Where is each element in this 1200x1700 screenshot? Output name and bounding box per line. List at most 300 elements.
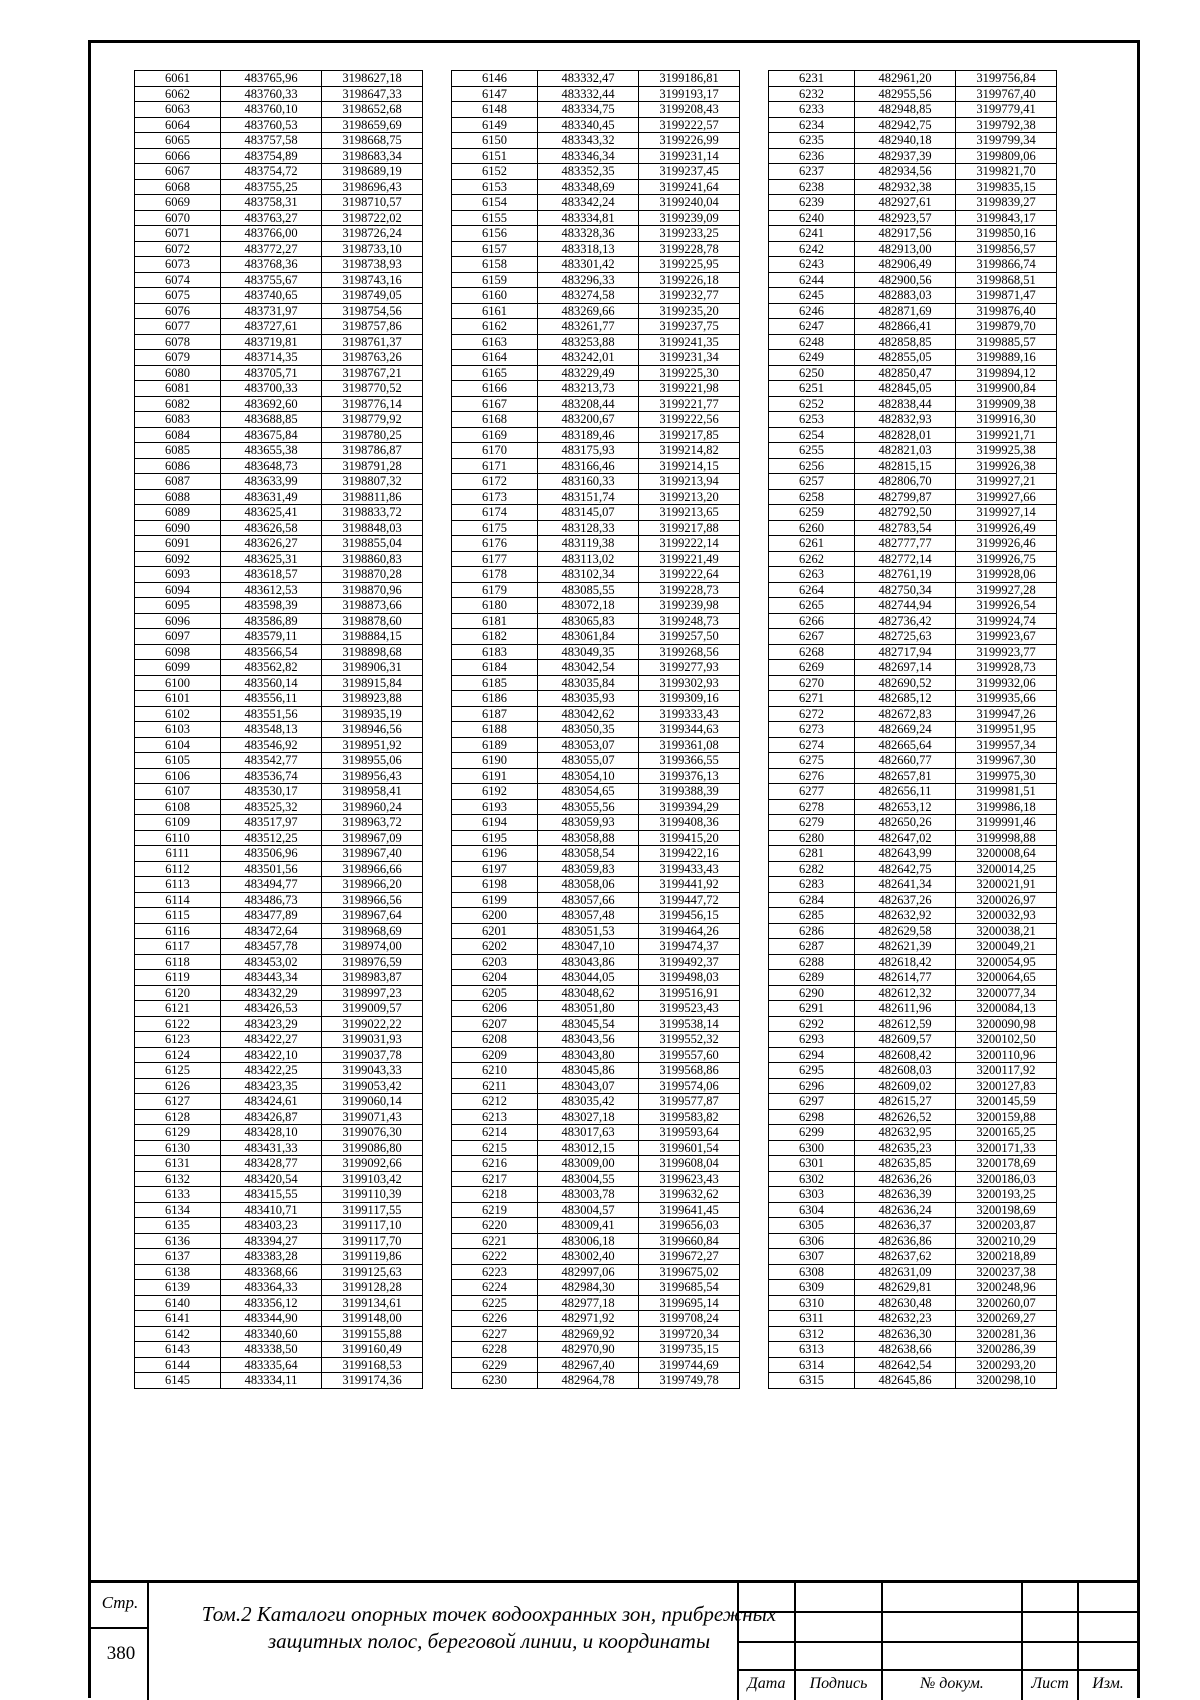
- y-coordinate: 3199103,42: [322, 1171, 423, 1187]
- y-coordinate: 3199516,91: [639, 985, 740, 1001]
- table-row: [769, 706, 1057, 722]
- table-row: [135, 133, 423, 149]
- point-number: 6180: [452, 598, 538, 614]
- x-coordinate: 483428,77: [221, 1156, 322, 1172]
- x-coordinate: 483042,62: [538, 706, 639, 722]
- y-coordinate: 3198652,68: [322, 102, 423, 118]
- y-coordinate: 3199926,46: [956, 536, 1057, 552]
- table-row: [769, 1264, 1057, 1280]
- table-row: [769, 71, 1057, 87]
- x-coordinate: 482636,30: [855, 1326, 956, 1342]
- point-number: 6262: [769, 551, 855, 567]
- table-row: [452, 334, 740, 350]
- y-coordinate: 3198627,18: [322, 71, 423, 87]
- y-coordinate: 3199720,34: [639, 1326, 740, 1342]
- y-coordinate: 3200008,64: [956, 846, 1057, 862]
- x-coordinate: 483050,35: [538, 722, 639, 738]
- x-coordinate: 483692,60: [221, 396, 322, 412]
- y-coordinate: 3198770,52: [322, 381, 423, 397]
- y-coordinate: 3199672,27: [639, 1249, 740, 1265]
- y-coordinate: 3198811,86: [322, 489, 423, 505]
- table-row: [769, 877, 1057, 893]
- point-number: 6163: [452, 334, 538, 350]
- table-row: [769, 1280, 1057, 1296]
- y-coordinate: 3200218,89: [956, 1249, 1057, 1265]
- y-coordinate: 3199361,08: [639, 737, 740, 753]
- table-row: [135, 257, 423, 273]
- x-coordinate: 482961,20: [855, 71, 956, 87]
- x-coordinate: 483768,36: [221, 257, 322, 273]
- y-coordinate: 3200117,92: [956, 1063, 1057, 1079]
- table-row: [769, 582, 1057, 598]
- point-number: 6241: [769, 226, 855, 242]
- y-coordinate: 3199981,51: [956, 784, 1057, 800]
- table-row: [452, 489, 740, 505]
- table-row: [135, 1032, 423, 1048]
- x-coordinate: 482612,32: [855, 985, 956, 1001]
- table-row: [452, 241, 740, 257]
- table-row: [769, 737, 1057, 753]
- y-coordinate: 3199119,86: [322, 1249, 423, 1265]
- point-number: 6249: [769, 350, 855, 366]
- x-coordinate: 483340,60: [221, 1326, 322, 1342]
- x-coordinate: 483562,82: [221, 660, 322, 676]
- x-coordinate: 483740,65: [221, 288, 322, 304]
- point-number: 6169: [452, 427, 538, 443]
- x-coordinate: 483364,33: [221, 1280, 322, 1296]
- point-number: 6196: [452, 846, 538, 862]
- y-coordinate: 3199695,14: [639, 1295, 740, 1311]
- x-coordinate: 483058,88: [538, 830, 639, 846]
- table-row: [452, 582, 740, 598]
- table-row: [769, 458, 1057, 474]
- point-number: 6244: [769, 272, 855, 288]
- y-coordinate: 3198860,83: [322, 551, 423, 567]
- x-coordinate: 482608,42: [855, 1047, 956, 1063]
- table-row: [452, 133, 740, 149]
- table-row: [452, 567, 740, 583]
- table-row: [135, 722, 423, 738]
- x-coordinate: 483705,71: [221, 365, 322, 381]
- point-number: 6304: [769, 1202, 855, 1218]
- point-number: 6127: [135, 1094, 221, 1110]
- point-number: 6114: [135, 892, 221, 908]
- y-coordinate: 3198668,75: [322, 133, 423, 149]
- point-number: 6158: [452, 257, 538, 273]
- y-coordinate: 3199125,63: [322, 1264, 423, 1280]
- table-row: [769, 1156, 1057, 1172]
- y-coordinate: 3200210,29: [956, 1233, 1057, 1249]
- x-coordinate: 483763,27: [221, 210, 322, 226]
- x-coordinate: 483765,96: [221, 71, 322, 87]
- y-coordinate: 3199856,57: [956, 241, 1057, 257]
- table-row: [452, 1326, 740, 1342]
- x-coordinate: 482736,42: [855, 613, 956, 629]
- table-row: [452, 350, 740, 366]
- point-number: 6261: [769, 536, 855, 552]
- x-coordinate: 483296,33: [538, 272, 639, 288]
- y-coordinate: 3199889,16: [956, 350, 1057, 366]
- x-coordinate: 482636,26: [855, 1171, 956, 1187]
- point-number: 6279: [769, 815, 855, 831]
- point-number: 6247: [769, 319, 855, 335]
- y-coordinate: 3200171,33: [956, 1140, 1057, 1156]
- x-coordinate: 483512,25: [221, 830, 322, 846]
- table-row: [452, 691, 740, 707]
- table-row: [769, 1063, 1057, 1079]
- y-coordinate: 3199231,34: [639, 350, 740, 366]
- x-coordinate: 482792,50: [855, 505, 956, 521]
- y-coordinate: 3199060,14: [322, 1094, 423, 1110]
- x-coordinate: 482828,01: [855, 427, 956, 443]
- table-row: [452, 1280, 740, 1296]
- x-coordinate: 482643,99: [855, 846, 956, 862]
- point-number: 6088: [135, 489, 221, 505]
- table-row: [452, 474, 740, 490]
- x-coordinate: 483003,78: [538, 1187, 639, 1203]
- y-coordinate: 3198696,43: [322, 179, 423, 195]
- table-row: [135, 1357, 423, 1373]
- point-number: 6206: [452, 1001, 538, 1017]
- x-coordinate: 483426,87: [221, 1109, 322, 1125]
- x-coordinate: 483213,73: [538, 381, 639, 397]
- point-number: 6131: [135, 1156, 221, 1172]
- x-coordinate: 483027,18: [538, 1109, 639, 1125]
- y-coordinate: 3199894,12: [956, 365, 1057, 381]
- point-number: 6106: [135, 768, 221, 784]
- y-coordinate: 3199309,16: [639, 691, 740, 707]
- point-number: 6150: [452, 133, 538, 149]
- y-coordinate: 3199675,02: [639, 1264, 740, 1280]
- point-number: 6107: [135, 784, 221, 800]
- x-coordinate: 482665,64: [855, 737, 956, 753]
- x-coordinate: 482900,56: [855, 272, 956, 288]
- y-coordinate: 3199779,41: [956, 102, 1057, 118]
- x-coordinate: 482653,12: [855, 799, 956, 815]
- x-coordinate: 482641,34: [855, 877, 956, 893]
- x-coordinate: 483009,41: [538, 1218, 639, 1234]
- point-number: 6102: [135, 706, 221, 722]
- point-number: 6237: [769, 164, 855, 180]
- point-number: 6238: [769, 179, 855, 195]
- table-row: [769, 598, 1057, 614]
- x-coordinate: 482685,12: [855, 691, 956, 707]
- y-coordinate: 3198738,93: [322, 257, 423, 273]
- table-row: [135, 691, 423, 707]
- table-row: [135, 706, 423, 722]
- table-row: [769, 861, 1057, 877]
- y-coordinate: 3199991,46: [956, 815, 1057, 831]
- x-coordinate: 483719,81: [221, 334, 322, 350]
- y-coordinate: 3198733,10: [322, 241, 423, 257]
- table-row: [452, 458, 740, 474]
- point-number: 6153: [452, 179, 538, 195]
- table-row: [769, 412, 1057, 428]
- table-row: [452, 257, 740, 273]
- x-coordinate: 482608,03: [855, 1063, 956, 1079]
- x-coordinate: 483551,56: [221, 706, 322, 722]
- point-number: 6157: [452, 241, 538, 257]
- x-coordinate: 483151,74: [538, 489, 639, 505]
- point-number: 6222: [452, 1249, 538, 1265]
- point-number: 6260: [769, 520, 855, 536]
- document-title-line-2: защитных полос, береговой линии, и координаты: [267, 1629, 711, 1653]
- y-coordinate: 3199237,75: [639, 319, 740, 335]
- y-coordinate: 3199376,13: [639, 768, 740, 784]
- x-coordinate: 483045,54: [538, 1016, 639, 1032]
- table-row: [452, 1078, 740, 1094]
- point-number: 6263: [769, 567, 855, 583]
- y-coordinate: 3198968,69: [322, 923, 423, 939]
- point-number: 6111: [135, 846, 221, 862]
- x-coordinate: 482923,57: [855, 210, 956, 226]
- x-coordinate: 483536,74: [221, 768, 322, 784]
- y-coordinate: 3199474,37: [639, 939, 740, 955]
- x-coordinate: 483494,77: [221, 877, 322, 893]
- y-coordinate: 3199601,54: [639, 1140, 740, 1156]
- x-coordinate: 483334,75: [538, 102, 639, 118]
- x-coordinate: 482609,57: [855, 1032, 956, 1048]
- x-coordinate: 483579,11: [221, 629, 322, 645]
- table-row: [135, 288, 423, 304]
- table-row: [452, 1032, 740, 1048]
- x-coordinate: 483055,07: [538, 753, 639, 769]
- table-row: [769, 133, 1057, 149]
- y-coordinate: 3199240,04: [639, 195, 740, 211]
- x-coordinate: 483175,93: [538, 443, 639, 459]
- y-coordinate: 3198807,32: [322, 474, 423, 490]
- x-coordinate: 482913,00: [855, 241, 956, 257]
- x-coordinate: 482906,49: [855, 257, 956, 273]
- table-row: [135, 474, 423, 490]
- x-coordinate: 483422,10: [221, 1047, 322, 1063]
- point-number: 6202: [452, 939, 538, 955]
- point-number: 6245: [769, 288, 855, 304]
- y-coordinate: 3199037,78: [322, 1047, 423, 1063]
- y-coordinate: 3199926,49: [956, 520, 1057, 536]
- x-coordinate: 483714,35: [221, 350, 322, 366]
- point-number: 6275: [769, 753, 855, 769]
- header-doc-number: № докум.: [920, 1675, 984, 1692]
- table-row: [452, 830, 740, 846]
- x-coordinate: 483352,35: [538, 164, 639, 180]
- point-number: 6309: [769, 1280, 855, 1296]
- x-coordinate: 483051,53: [538, 923, 639, 939]
- y-coordinate: 3199926,54: [956, 598, 1057, 614]
- x-coordinate: 483424,61: [221, 1094, 322, 1110]
- y-coordinate: 3199756,84: [956, 71, 1057, 87]
- y-coordinate: 3199257,50: [639, 629, 740, 645]
- point-number: 6246: [769, 303, 855, 319]
- point-number: 6250: [769, 365, 855, 381]
- point-number: 6103: [135, 722, 221, 738]
- point-number: 6090: [135, 520, 221, 536]
- table-row: [452, 1047, 740, 1063]
- x-coordinate: 482866,41: [855, 319, 956, 335]
- table-row: [135, 102, 423, 118]
- table-row: [135, 381, 423, 397]
- y-coordinate: 3198974,00: [322, 939, 423, 955]
- point-number: 6140: [135, 1295, 221, 1311]
- y-coordinate: 3198767,21: [322, 365, 423, 381]
- point-number: 6266: [769, 613, 855, 629]
- table-row: [135, 830, 423, 846]
- point-number: 6172: [452, 474, 538, 490]
- table-row: [452, 179, 740, 195]
- x-coordinate: 483560,14: [221, 675, 322, 691]
- x-coordinate: 483501,56: [221, 861, 322, 877]
- y-coordinate: 3199222,56: [639, 412, 740, 428]
- y-coordinate: 3198780,25: [322, 427, 423, 443]
- point-number: 6308: [769, 1264, 855, 1280]
- table-row: [135, 861, 423, 877]
- table-row: [135, 1202, 423, 1218]
- x-coordinate: 483166,46: [538, 458, 639, 474]
- table-row: [452, 939, 740, 955]
- y-coordinate: 3199233,25: [639, 226, 740, 242]
- y-coordinate: 3199492,37: [639, 954, 740, 970]
- table-row: [135, 86, 423, 102]
- table-row: [769, 629, 1057, 645]
- point-number: 6068: [135, 179, 221, 195]
- y-coordinate: 3199009,57: [322, 1001, 423, 1017]
- title-block: [88, 1580, 1140, 1697]
- table-row: [452, 226, 740, 242]
- y-coordinate: 3199148,00: [322, 1311, 423, 1327]
- y-coordinate: 3199641,45: [639, 1202, 740, 1218]
- x-coordinate: 483145,07: [538, 505, 639, 521]
- point-number: 6239: [769, 195, 855, 211]
- point-number: 6242: [769, 241, 855, 257]
- x-coordinate: 482821,03: [855, 443, 956, 459]
- y-coordinate: 3199221,49: [639, 551, 740, 567]
- point-number: 6232: [769, 86, 855, 102]
- point-number: 6168: [452, 412, 538, 428]
- table-row: [769, 1326, 1057, 1342]
- point-number: 6205: [452, 985, 538, 1001]
- table-row: [135, 629, 423, 645]
- y-coordinate: 3198967,64: [322, 908, 423, 924]
- point-number: 6212: [452, 1094, 538, 1110]
- y-coordinate: 3200032,93: [956, 908, 1057, 924]
- table-row: [769, 1357, 1057, 1373]
- y-coordinate: 3199221,77: [639, 396, 740, 412]
- x-coordinate: 483346,34: [538, 148, 639, 164]
- y-coordinate: 3199926,75: [956, 551, 1057, 567]
- x-coordinate: 483119,38: [538, 536, 639, 552]
- x-coordinate: 482777,77: [855, 536, 956, 552]
- point-number: 6284: [769, 892, 855, 908]
- point-number: 6138: [135, 1264, 221, 1280]
- table-row: [769, 1001, 1057, 1017]
- table-row: [769, 288, 1057, 304]
- table-row: [452, 629, 740, 645]
- point-number: 6277: [769, 784, 855, 800]
- coordinates-table-column-2: [451, 70, 740, 1389]
- point-number: 6270: [769, 675, 855, 691]
- x-coordinate: 483200,67: [538, 412, 639, 428]
- table-row: [769, 1295, 1057, 1311]
- x-coordinate: 482858,85: [855, 334, 956, 350]
- point-number: 6177: [452, 551, 538, 567]
- x-coordinate: 482632,95: [855, 1125, 956, 1141]
- y-coordinate: 3198749,05: [322, 288, 423, 304]
- y-coordinate: 3199155,88: [322, 1326, 423, 1342]
- table-row: [769, 1078, 1057, 1094]
- point-number: 6194: [452, 815, 538, 831]
- point-number: 6067: [135, 164, 221, 180]
- x-coordinate: 483457,78: [221, 939, 322, 955]
- y-coordinate: 3199916,30: [956, 412, 1057, 428]
- table-row: [135, 1109, 423, 1125]
- table-row: [452, 1125, 740, 1141]
- point-number: 6141: [135, 1311, 221, 1327]
- table-row: [135, 1187, 423, 1203]
- point-number: 6188: [452, 722, 538, 738]
- point-number: 6126: [135, 1078, 221, 1094]
- point-number: 6298: [769, 1109, 855, 1125]
- y-coordinate: 3198761,37: [322, 334, 423, 350]
- table-row: [769, 319, 1057, 335]
- x-coordinate: 482772,14: [855, 551, 956, 567]
- table-row: [769, 443, 1057, 459]
- point-number: 6097: [135, 629, 221, 645]
- x-coordinate: 483012,15: [538, 1140, 639, 1156]
- point-number: 6230: [452, 1373, 538, 1389]
- point-number: 6312: [769, 1326, 855, 1342]
- x-coordinate: 483274,58: [538, 288, 639, 304]
- table-row: [452, 799, 740, 815]
- y-coordinate: 3199214,15: [639, 458, 740, 474]
- table-row: [769, 784, 1057, 800]
- point-number: 6093: [135, 567, 221, 583]
- table-row: [452, 1016, 740, 1032]
- table-row: [769, 799, 1057, 815]
- point-number: 6149: [452, 117, 538, 133]
- x-coordinate: 483006,18: [538, 1233, 639, 1249]
- table-row: [769, 815, 1057, 831]
- point-number: 6301: [769, 1156, 855, 1172]
- table-row: [452, 1311, 740, 1327]
- point-number: 6278: [769, 799, 855, 815]
- x-coordinate: 483113,02: [538, 551, 639, 567]
- y-coordinate: 3199213,94: [639, 474, 740, 490]
- y-coordinate: 3198915,84: [322, 675, 423, 691]
- point-number: 6064: [135, 117, 221, 133]
- y-coordinate: 3199217,88: [639, 520, 740, 536]
- table-row: [769, 381, 1057, 397]
- y-coordinate: 3200084,13: [956, 1001, 1057, 1017]
- point-number: 6154: [452, 195, 538, 211]
- point-number: 6231: [769, 71, 855, 87]
- table-row: [452, 365, 740, 381]
- table-row: [135, 846, 423, 862]
- point-number: 6164: [452, 350, 538, 366]
- y-coordinate: 3199022,22: [322, 1016, 423, 1032]
- point-number: 6071: [135, 226, 221, 242]
- point-number: 6273: [769, 722, 855, 738]
- x-coordinate: 483443,34: [221, 970, 322, 986]
- x-coordinate: 483043,56: [538, 1032, 639, 1048]
- point-number: 6130: [135, 1140, 221, 1156]
- x-coordinate: 483758,31: [221, 195, 322, 211]
- point-number: 6119: [135, 970, 221, 986]
- y-coordinate: 3200014,25: [956, 861, 1057, 877]
- table-row: [769, 272, 1057, 288]
- table-row: [135, 303, 423, 319]
- table-row: [452, 722, 740, 738]
- x-coordinate: 483625,31: [221, 551, 322, 567]
